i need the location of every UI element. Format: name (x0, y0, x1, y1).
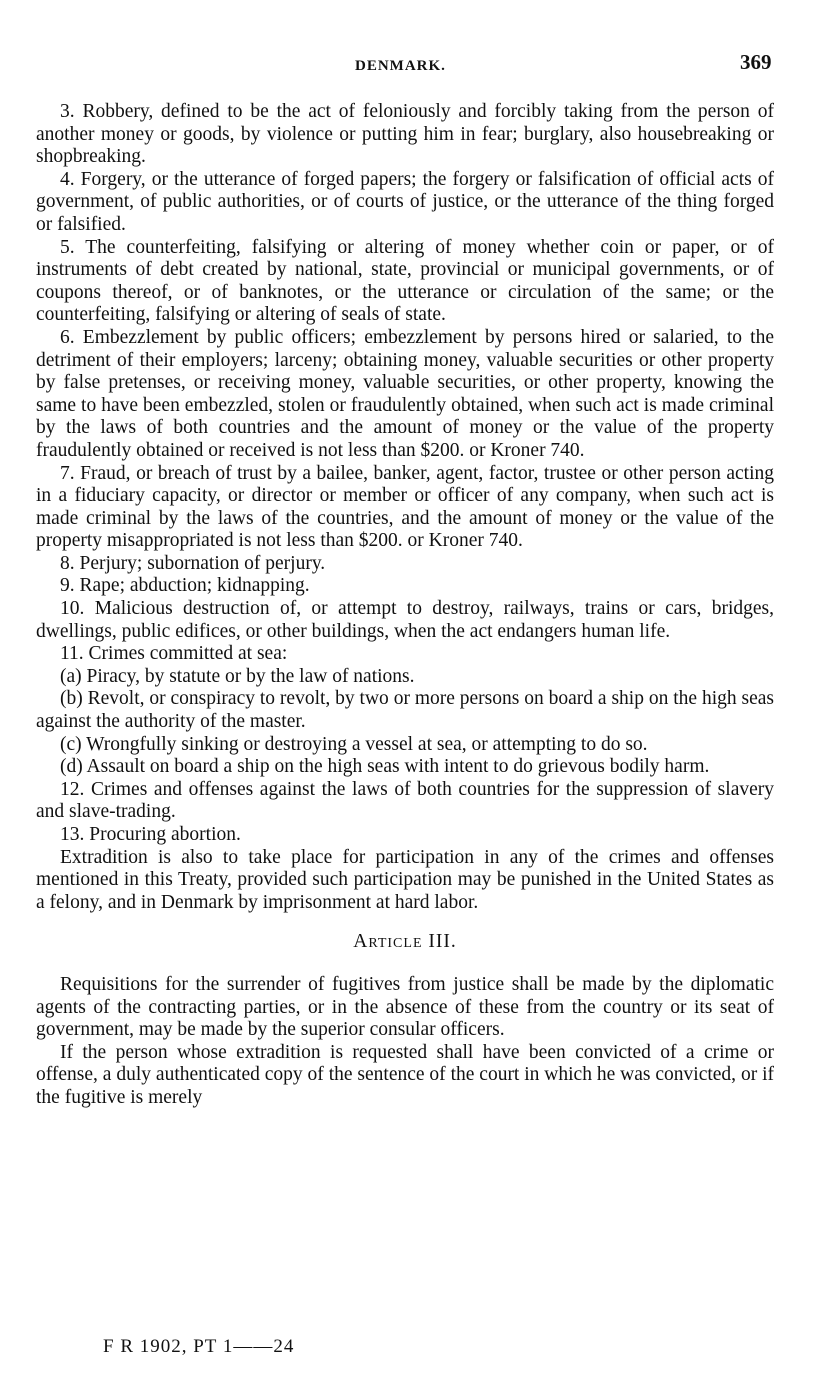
paragraph-item-3: 3. Robbery, defined to be the act of feloniously and forcibly taking from the person of another money or goods, by violence or putting him in fear; burglary, also housebreaking or shopbreaking. (36, 101, 774, 168)
paragraph-item-11d: (d) Assault on board a ship on the high seas with intent to do grievous bodily harm. (60, 756, 710, 778)
paragraph-item-11b: (b) Revolt, or conspiracy to revolt, by two or more persons on board a ship on the high seas against the authority of the master. (36, 688, 774, 733)
paragraph-item-12: 12. Crimes and offenses against the laws of both countries for the suppression of slavery and slave-trading. (36, 778, 774, 823)
page-number: 369 (740, 50, 772, 74)
signature-mark: F R 1902, PT 1——24 (103, 1336, 295, 1357)
paragraph-item-7: 7. Fraud, or breach of trust by a bailee, banker, agent, factor, trustee or other person acting in a fiduciary capacity, or director or member or officer of any company, when such act is made criminal by the laws of the countries, and the amount of money or the value of the property misappropriated is not less than $200. or Kroner 740. (36, 462, 774, 552)
paragraph-item-4: 4. Forgery, or the utterance of forged papers; the forgery or falsification of official acts of government, of public authorities, or of courts of justice, or the utterance of the thing forged or falsified. (36, 168, 774, 235)
paragraph-item-8: 8. Perjury; subornation of perjury. (60, 552, 326, 574)
paragraph-item-9: 9. Rape; abduction; kidnapping. (60, 575, 310, 597)
paragraph-item-13: 13. Procuring abortion. (60, 824, 241, 845)
page-header (0, 50, 827, 80)
paragraph-item-6: 6. Embezzlement by public officers; embezzlement by persons hired or salaried, to the detriment of their employers; larceny; obtaining money, valuable securities or other property by false pretenses, or receiving money, valuable securities, or other property, knowing the same to have been embezzled, stolen or fraudulently obtained, when such act is made criminal by the laws of both countries and the amount of money or the value of the property fraudulently obtained or received is not less than $200. or Kroner 740. (36, 326, 774, 461)
running-head: DENMARK. (355, 58, 446, 74)
article-paragraph-requisitions: Requisitions for the surrender of fugitives from justice shall be made by the diplomatic agents of the contracting parties, or in the absence of these from the country or its seat of government, may be made by the superior consular officers. (36, 973, 774, 1041)
paragraph-item-11a: (a) Piracy, by statute or by the law of nations. (60, 665, 415, 687)
paragraph-item-11: 11. Crimes committed at sea: (60, 643, 288, 665)
paragraph-item-11c: (c) Wrongfully sinking or destroying a vessel at sea, or attempting to do so. (60, 733, 648, 755)
paragraph-item-5: 5. The counterfeiting, falsifying or altering of money whether coin or paper, or of instruments of debt created by national, state, provincial or municipal governments, or of coupons thereof, or of banknotes, or the utterance or circulation of the same; or the counterfeiting, falsifying or altering of seals of state. (36, 236, 774, 326)
article-heading: Article III. (353, 931, 457, 953)
paragraph-item-10: 10. Malicious destruction of, or attempt to destroy, railways, trains or cars, bridges, dwellings, public edifices, or other buildings, when the act endangers human life. (36, 598, 774, 642)
paragraph-extradition-participation: Extradition is also to take place for participation in any of the crimes and offenses mentioned in this Treaty, provided such participation may be punished in the United States as a felony, and in Denmark by imprisonment at hard labor. (36, 846, 774, 913)
article-paragraph-convicted: If the person whose extradition is requested shall have been convicted of a crime or offense, a duly authenticated copy of the sentence of the court in which he was convicted, or if the fugitive is merely (36, 1041, 774, 1108)
body-text (36, 101, 774, 1110)
